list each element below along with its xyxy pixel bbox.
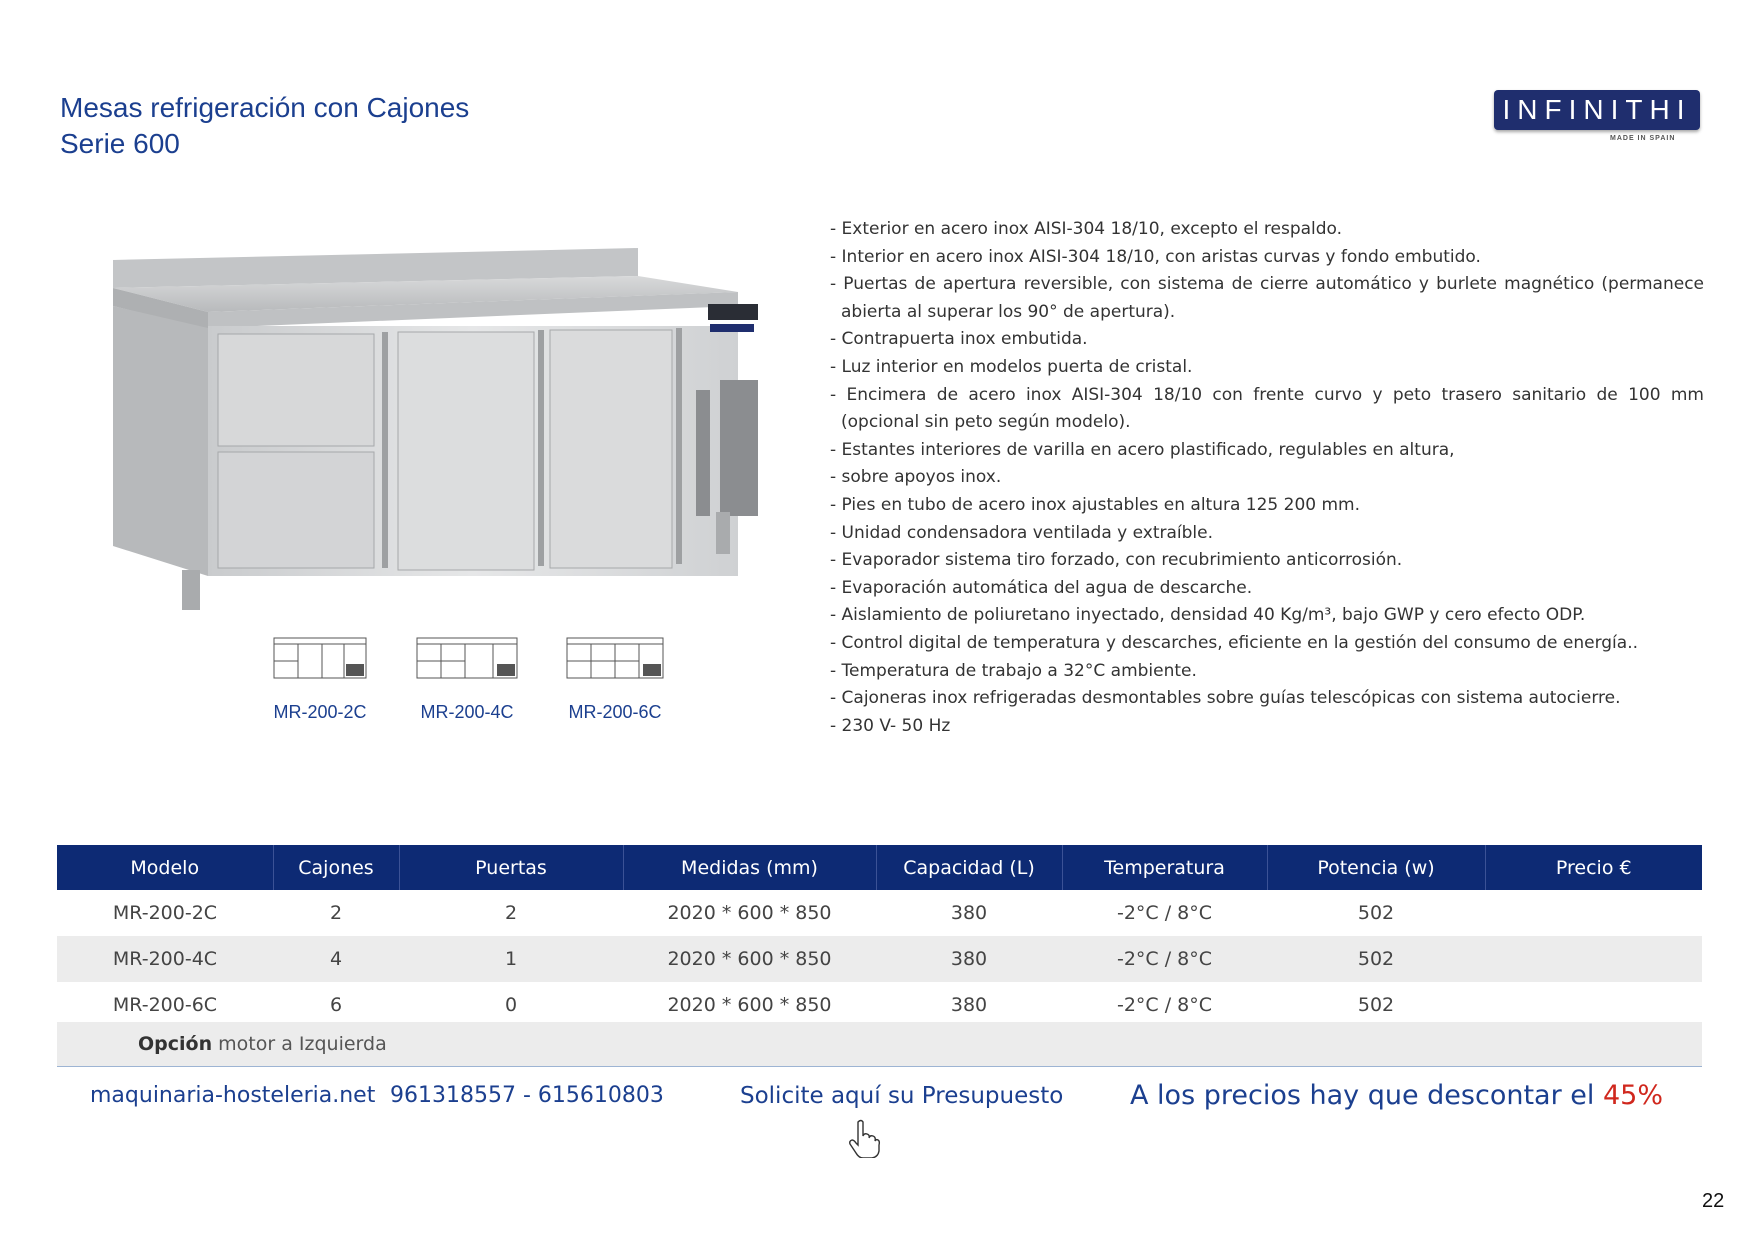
cell-medidas: 2020 * 600 * 850 — [623, 936, 876, 982]
feature-item: - Luz interior en modelos puerta de cristal. — [830, 356, 1193, 377]
cell-potencia: 502 — [1357, 994, 1395, 1016]
cell-temperatura: -2°C / 8°C — [1116, 902, 1213, 924]
feature-item: - Contrapuerta inox embutida. — [830, 329, 1088, 350]
table-header-row — [57, 845, 1702, 890]
cell-capacidad: 380 — [876, 936, 1062, 982]
option-text: motor a Izquierda — [212, 1033, 387, 1055]
variant-thumbnail-4c — [415, 636, 519, 684]
cell-precio — [1485, 890, 1702, 936]
pointer-hand-icon[interactable] — [846, 1118, 882, 1158]
product-image — [98, 220, 758, 620]
discount-percent: 45% — [1602, 1080, 1663, 1111]
cell-capacidad: 380 — [950, 994, 988, 1016]
feature-item: - Interior en acero inox AISI-304 18/10, con aristas curvas y fondo embutido. — [830, 246, 1481, 267]
variant-label: MR-200-4C — [420, 702, 514, 722]
option-row — [57, 1022, 1702, 1067]
cell-precio — [1485, 936, 1702, 982]
cell-medidas: 2020 * 600 * 850 — [667, 994, 832, 1016]
brand-logo: INFINITHI — [1494, 90, 1700, 130]
request-quote-link[interactable]: Solicite aquí su Presupuesto — [740, 1083, 1064, 1109]
cell-modelo: MR-200-6C — [112, 994, 218, 1016]
header-cajones: Cajones — [273, 845, 399, 890]
cell-puertas: 2 — [504, 902, 518, 924]
cell-cajones: 4 — [273, 936, 399, 982]
discount-text: A los precios hay que descontar el — [1130, 1080, 1603, 1111]
cell-cajones: 2 — [329, 902, 343, 924]
header-capacidad: Capacidad (L) — [876, 845, 1062, 890]
variant-thumbnail-2c — [272, 636, 368, 684]
cell-cajones: 6 — [329, 994, 343, 1016]
feature-item: - Puertas de apertura reversible, con sistema de cierre automático y burlete magnético (permanece abierta al superar los 90° de apertura). — [830, 274, 1704, 322]
table-row — [57, 890, 1702, 936]
feature-item: - Estantes interiores de varilla en acero plastificado, regulables en altura, — [830, 439, 1455, 460]
cell-capacidad: 380 — [950, 902, 988, 924]
header-modelo: Modelo — [57, 845, 273, 890]
feature-item: - Control digital de temperatura y descarches, eficiente en la gestión del consumo de energía.. — [830, 632, 1638, 653]
brand-logo-subtext: MADE IN SPAIN — [1610, 135, 1676, 142]
feature-item: - sobre apoyos inox. — [830, 467, 1002, 488]
cell-modelo: MR-200-2C — [112, 902, 218, 924]
variant-mr-200-4c — [412, 636, 522, 723]
variant-label: MR-200-2C — [273, 702, 367, 722]
variant-mr-200-6c — [560, 636, 670, 723]
cell-medidas: 2020 * 600 * 850 — [667, 902, 832, 924]
header-puertas: Puertas — [399, 845, 623, 890]
variant-label: MR-200-6C — [568, 702, 662, 722]
cell-temperatura: -2°C / 8°C — [1062, 936, 1267, 982]
feature-item: - Evaporador sistema tiro forzado, con recubrimiento anticorrosión. — [830, 550, 1403, 571]
page-number: 22 — [1702, 1190, 1725, 1212]
header-temperatura: Temperatura — [1062, 845, 1267, 890]
website-link[interactable]: maquinaria-hosteleria.net — [90, 1083, 376, 1108]
feature-item: - Pies en tubo de acero inox ajustables en altura 125 200 mm. — [830, 494, 1361, 515]
page-title — [60, 90, 469, 162]
cell-potencia: 502 — [1267, 936, 1485, 982]
cell-modelo: MR-200-4C — [57, 936, 273, 982]
cell-puertas: 1 — [399, 936, 623, 982]
header-medidas: Medidas (mm) — [623, 845, 876, 890]
discount-notice — [1130, 1080, 1663, 1111]
variant-thumbnail-6c — [565, 636, 665, 684]
specs-table — [57, 845, 1702, 1028]
cell-potencia: 502 — [1357, 902, 1395, 924]
feature-item: - Temperatura de trabajo a 32°C ambiente. — [830, 660, 1197, 681]
title-line-2: Serie 600 — [60, 128, 180, 159]
header-potencia: Potencia (w) — [1267, 845, 1485, 890]
cell-puertas: 0 — [504, 994, 518, 1016]
table-row — [57, 936, 1702, 982]
cell-temperatura: -2°C / 8°C — [1116, 994, 1213, 1016]
feature-item: - Cajoneras inox refrigeradas desmontables sobre guías telescópicas con sistema autocierre. — [830, 688, 1621, 709]
feature-item: - Unidad condensadora ventilada y extraíble. — [830, 522, 1213, 543]
variant-mr-200-2c — [265, 636, 375, 723]
option-label: Opción — [138, 1033, 213, 1055]
feature-item: - 230 V- 50 Hz — [830, 715, 951, 736]
phone-numbers[interactable]: 961318557 - 615610803 — [390, 1083, 664, 1108]
feature-item: - Exterior en acero inox AISI-304 18/10, excepto el respaldo. — [830, 219, 1343, 239]
feature-item: - Evaporación automática del agua de descarche. — [830, 577, 1253, 598]
feature-item: - Encimera de acero inox AISI-304 18/10 con frente curvo y peto trasero sanitario de 100 mm (opcional sin peto según modelo). — [830, 384, 1704, 433]
title-line-1: Mesas refrigeración con Cajones — [60, 92, 470, 123]
features-list — [830, 216, 1704, 740]
feature-item: - Aislamiento de poliuretano inyectado, densidad 40 Kg/m³, bajo GWP y cero efecto ODP. — [830, 605, 1586, 626]
header-precio: Precio € — [1485, 845, 1702, 890]
